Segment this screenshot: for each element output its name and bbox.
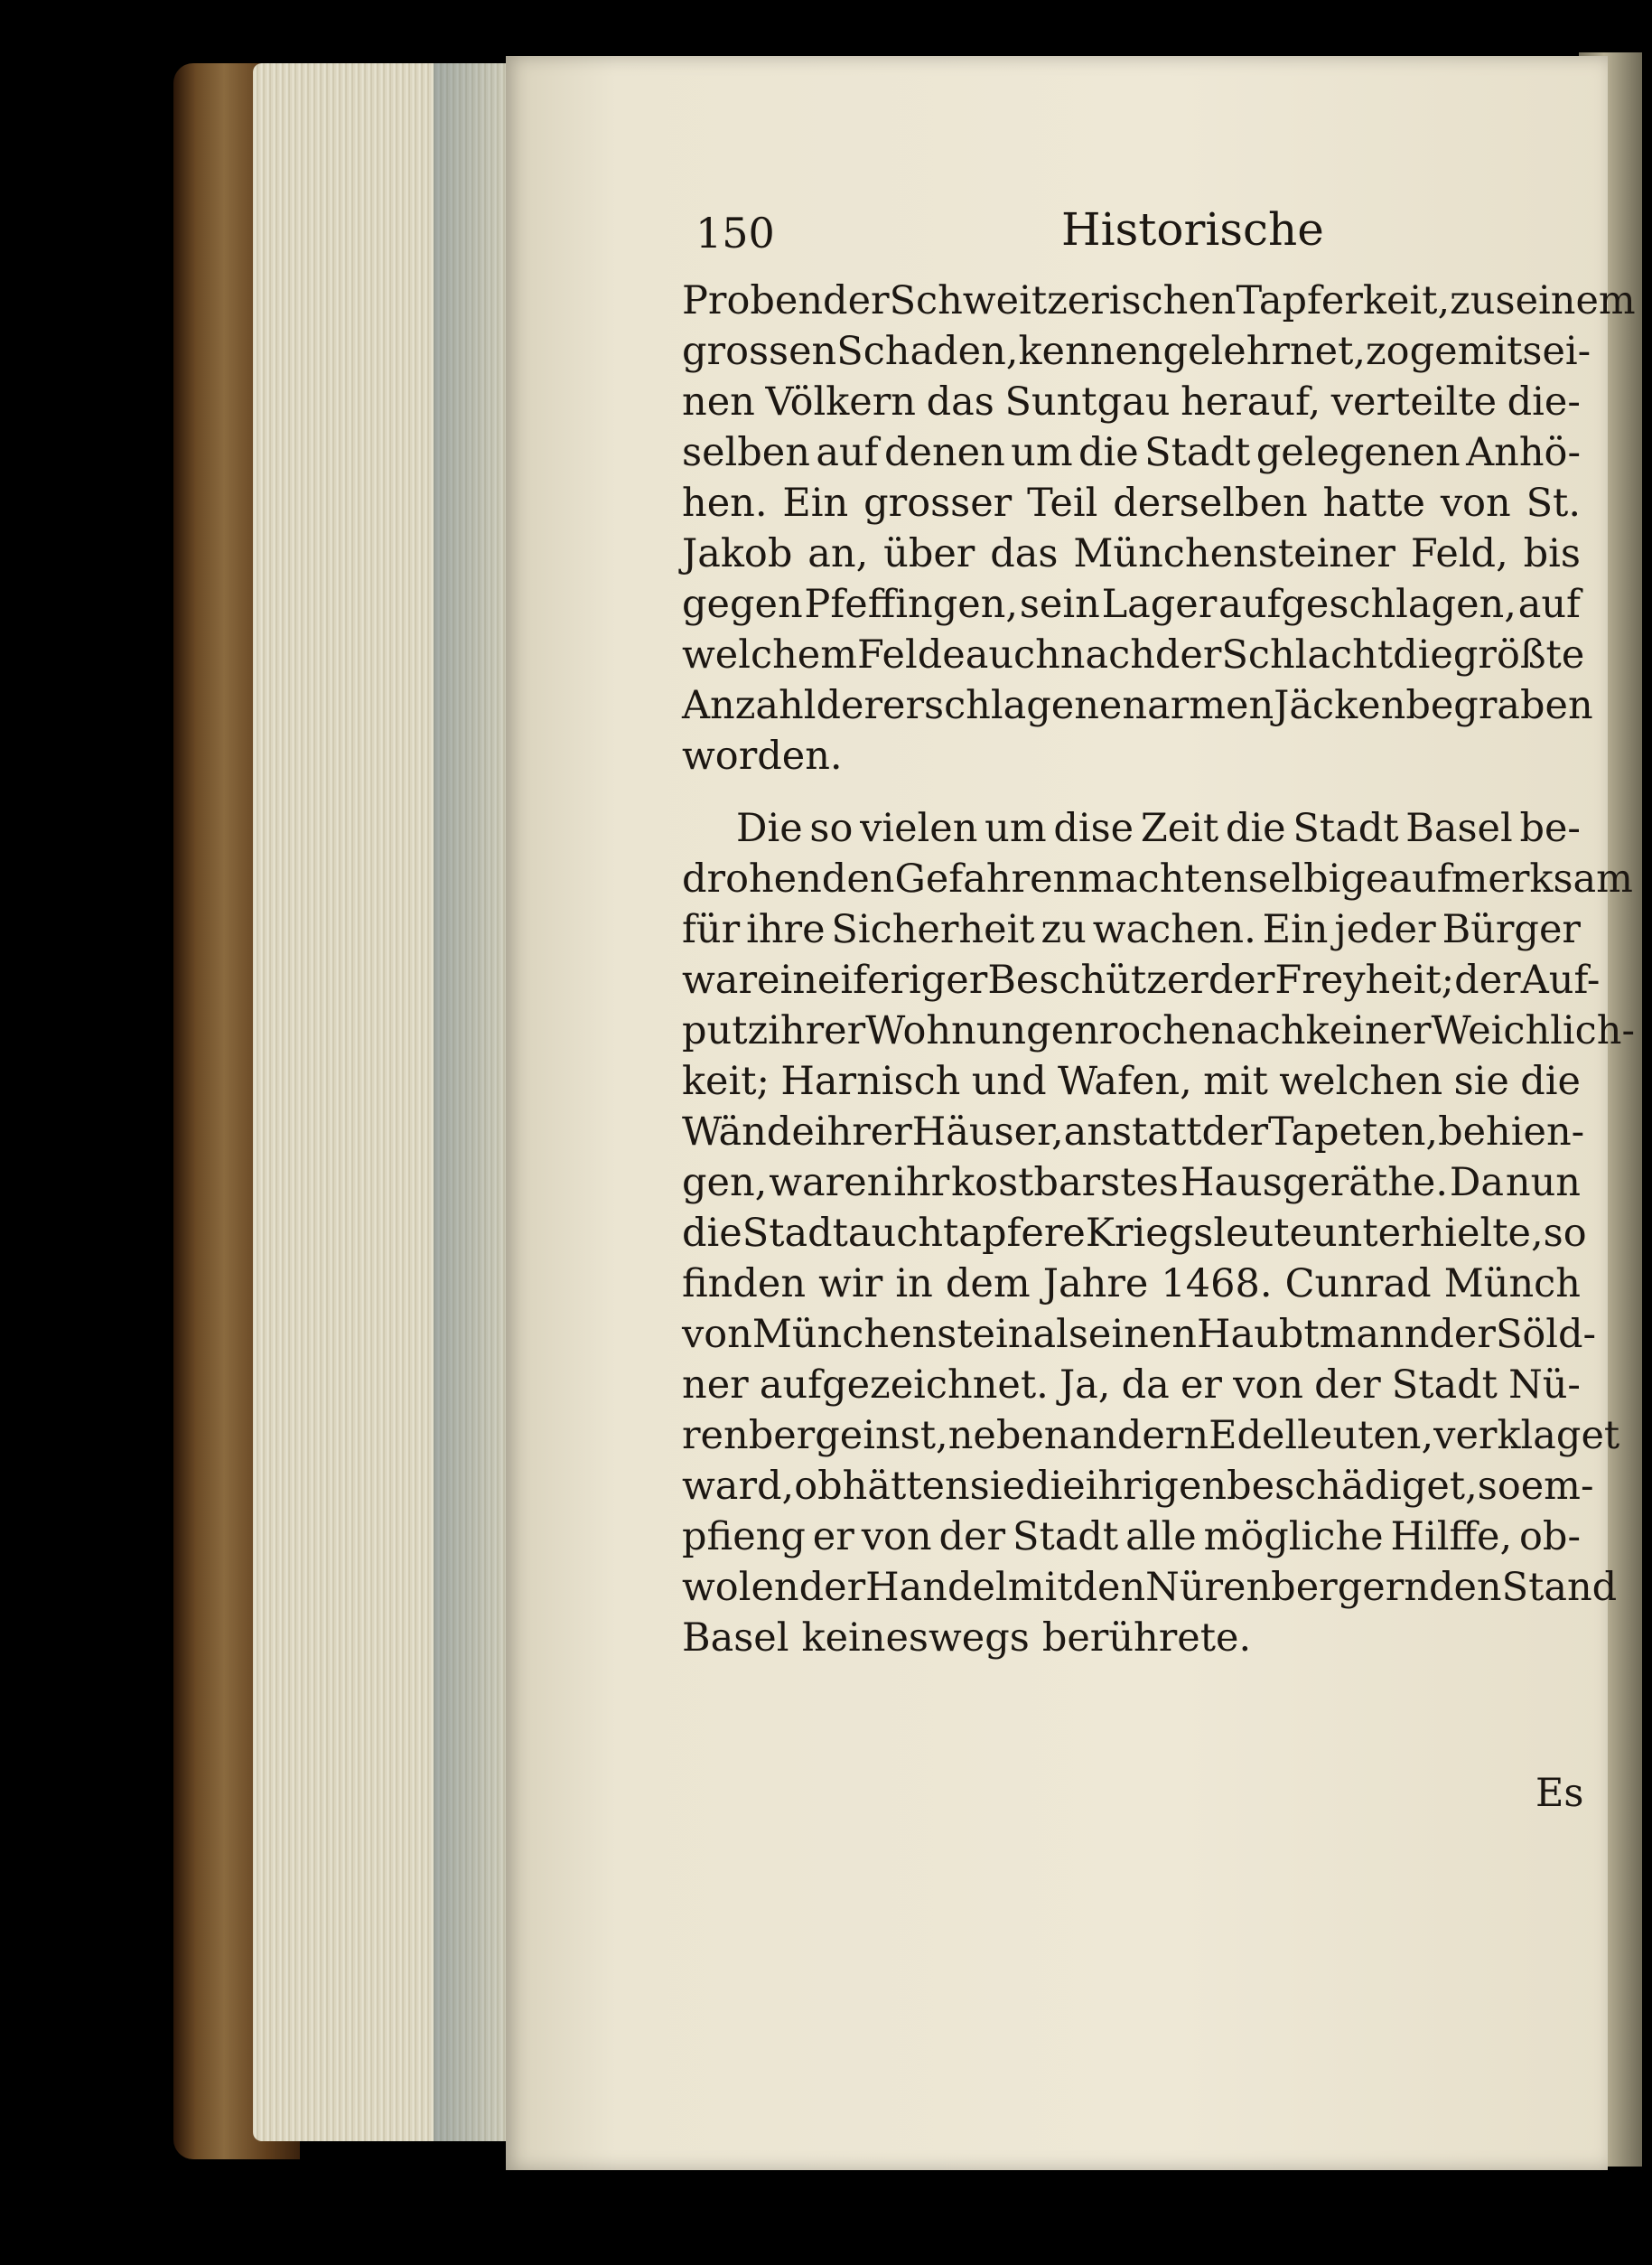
text-line: gen, waren ihr kostbarstes Hausgeräthe. Da nun	[682, 1160, 1581, 1205]
text-line: hen. Ein grosser Teil derselben hatte von St.	[682, 481, 1581, 526]
text-line: Wände ihrer Häuser, anstatt der Tapeten, behien-	[682, 1109, 1585, 1155]
text-line: von Münchenstein als einen Haubtmann der Söld-	[682, 1312, 1597, 1357]
catchword: Es	[1535, 1771, 1584, 1816]
text-line: Proben der Schweitzerischen Tapferkeit, zu seinem	[682, 278, 1636, 323]
text-line: Basel keineswegs berührete.	[682, 1615, 1252, 1661]
text-line: gegen Pfeffingen, sein Lager aufgeschlagen, auf	[682, 582, 1581, 627]
text-line: finden wir in dem Jahre 1468. Cunrad Münch	[682, 1261, 1581, 1306]
gutter-shadow	[434, 63, 515, 2141]
page-number: 150	[695, 209, 775, 257]
text-line: ward, ob hätten sie die ihrigen beschädiget, so em-	[682, 1464, 1594, 1509]
text-line: ner aufgezeichnet. Ja, da er von der Stadt Nü-	[682, 1362, 1581, 1408]
body-text	[682, 276, 1636, 1663]
text-line: für ihre Sicherheit zu wachen. Ein jeder Bürger	[682, 907, 1581, 952]
running-title: Historische	[1061, 203, 1324, 256]
text-line: die Stadt auch tapfere Kriegsleute unterhielte, so	[682, 1211, 1587, 1256]
paragraph-gap	[682, 782, 1581, 803]
text-line: worden.	[682, 734, 843, 779]
page-header	[695, 203, 1590, 267]
text-line: renberg einst, neben andern Edelleuten, verklaget	[682, 1413, 1620, 1458]
text-line: nen Völkern das Suntgau herauf, verteilte die-	[682, 379, 1581, 425]
text-line: war ein eiferiger Beschützer der Freyheit; der Auf-	[682, 958, 1601, 1003]
text-line: welchem Felde auch nach der Schlacht die größte	[682, 632, 1585, 678]
text-line: keit; Harnisch und Wafen, mit welchen sie die	[682, 1059, 1581, 1104]
text-line: Jakob an, über das Münchensteiner Feld, bis	[682, 531, 1581, 576]
text-line: selben auf denen um die Stadt gelegenen Anhö-	[682, 430, 1581, 475]
text-line: drohenden Gefahren machten selbige aufmerksam	[682, 856, 1633, 902]
text-line: Die so vielen um dise Zeit die Stadt Basel be-	[736, 806, 1581, 851]
text-line: pfieng er von der Stadt alle mögliche Hilffe, ob-	[682, 1514, 1581, 1559]
text-line: wolen der Handel mit den Nürenbergern den Stand	[682, 1565, 1618, 1610]
text-line: grossen Schaden, kennen gelehrnet, zoge mit sei-	[682, 329, 1591, 374]
text-line: putz ihrer Wohnungen roche nach keiner Weichlich-	[682, 1008, 1635, 1053]
text-line: Anzahl der erschlagenen armen Jäcken begraben	[682, 683, 1593, 728]
